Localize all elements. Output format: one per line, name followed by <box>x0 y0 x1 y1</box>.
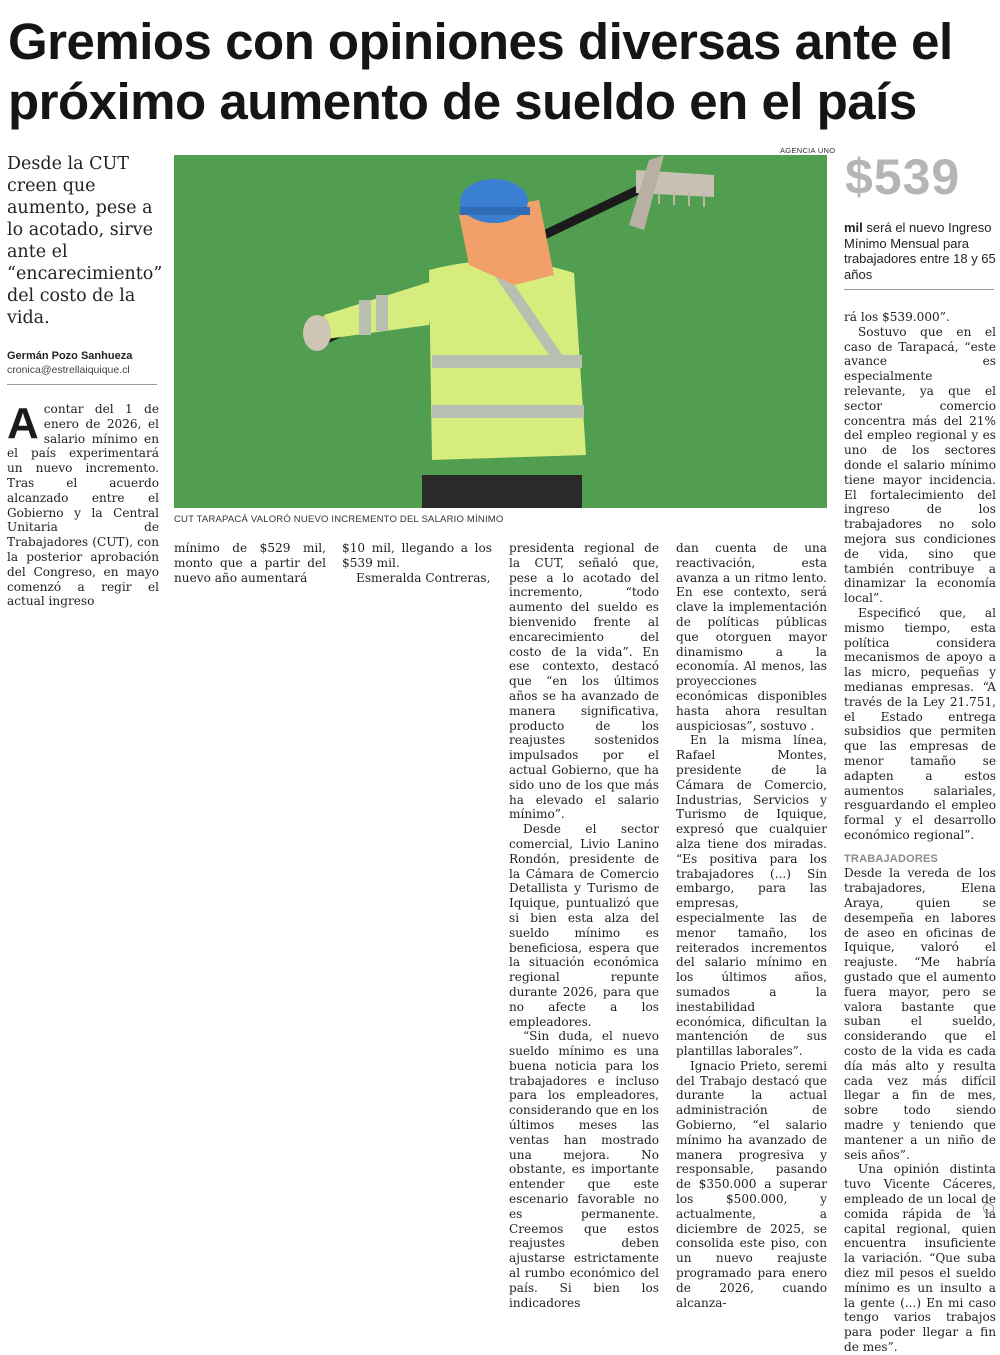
body-column-5 <box>676 541 827 1310</box>
body-column-3 <box>342 541 492 585</box>
body-paragraph: Esmeralda Contreras, <box>356 570 491 585</box>
photo-worker <box>174 155 827 508</box>
body-column-2 <box>174 541 326 585</box>
body-paragraph: Una opinión distinta tuvo Vicente Cáceres, empleado de un local de comida rápida de la capital regional, quien encuentra insuficiente la variación. “Que suba diez mil pesos el sueldo mínimo es un insulto a la gente (...) En mi caso tengo varios trabajos para poder llegar a fin de mes”. <box>844 1162 996 1354</box>
stat-text: será el nuevo Ingreso Mínimo Mensual para trabajadores entre 18 y 65 años <box>844 220 996 282</box>
headline: Gremios con opiniones diversas ante el próximo aumento de sueldo en el país <box>8 13 953 130</box>
body-paragraph: Sostuvo que en el caso de Tarapacá, “este avance es especialmente relevante, ya que el sector comercio concentra más del 21% del empleo regional y es uno de los sectores donde el salario mínimo tiene mayor incidencia. El fortalecimiento del ingreso de los trabajadores no solo mejora sus condiciones de vida, sino que también contribuye a dinamizar la economía local”. <box>844 324 996 606</box>
stat-value: $539 <box>845 149 961 205</box>
body-paragraph: Especificó que, al mismo tiempo, esta política considera mecanismos de apoyo a las micro, pequeñas y medianas empresas. “A través de la Ley 21.751, el Estado entrega subsidios que permiten que las empresas de menor tamaño se adapten a estos aumentos salariales, resguardando el empleo formal y el desarrollo económico regional”. <box>844 605 996 842</box>
stat-description <box>844 220 996 282</box>
body-paragraph: Ignacio Prieto, seremi del Trabajo destacó que durante la actual administración de Gobierno, “el salario mínimo ha avanzado de manera progresiva y responsable, pasando de $350.000 a superar los $500.000, y actualmente, a diciembre de 2025, se consolida este piso, con un nuevo reajuste programado para enero de 2026, cuando alcanza- <box>676 1058 827 1310</box>
photo-caption: CUT TARAPACÁ VALORÓ NUEVO INCREMENTO DEL SALARIO MÍNIMO <box>174 514 504 525</box>
body-paragraph: $10 mil, llegando a los $539 mil. <box>342 541 492 570</box>
body-paragraph: Desde la vereda de los trabajadores, Elena Araya, quien se desempeña en labores de aseo en oficinas de Iquique, valoró el reajuste. “Me habría gustado que el aumento fuera mayor, pero se valora bastante que suban el sueldo, considerando que el costo de la vida es cada día más alto y resulta cada vez más difícil llegar a fin de mes, sobre todo siendo madre y teniendo que mantener a un niño de seis años”. <box>844 866 996 1162</box>
stat-divider <box>844 289 994 290</box>
body-paragraph: rá los $539.000”. <box>844 310 950 324</box>
dropcap: A <box>7 399 39 448</box>
worker-illustration <box>174 155 827 508</box>
body-paragraph: mínimo de $529 mil, monto que a partir del nuevo año aumentará <box>174 541 326 585</box>
body-paragraph: dan cuenta de una reactivación, esta avanza a un ritmo lento. En ese contexto, será clave la implementación de políticas públicas que otorguen mayor dinamismo a la economía. Al menos, las proyecciones económicas disponibles hasta ahora resultan auspiciosas”, sostuvo . <box>676 541 827 733</box>
end-mark-icon <box>983 1203 994 1214</box>
deck: Desde la CUT creen que aumento, pese a lo acotado, sirve ante el “encarecimiento” del costo de la vida. <box>7 154 163 328</box>
byline-email[interactable]: cronica@estrellaiquique.cl <box>7 364 130 376</box>
body-paragraph: contar del 1 de enero de 2026, el salario mínimo en el país experimentará un nuevo incremento. Tras el acuerdo alcanzado entre el Gobierno y la Central Unitaria de Trabajadores (CUT), con la posterior aprobación del Congreso, en mayo comenzó a regir el actual ingreso <box>7 402 159 609</box>
body-column-6 <box>844 310 996 1355</box>
section-subhead: TRABAJADORES <box>844 852 939 865</box>
body-column-4 <box>509 541 659 1310</box>
body-paragraph: presidenta regional de la CUT, señaló que, pese a lo acotado del incremento, “todo aumento del sueldo es bienvenido frente al encarecimiento del costo de la vida”. En ese contexto, destacó que “en los últimos años se ha avanzado de manera significativa, producto de los reajustes sostenidos impulsados por el actual Gobierno, que ha sido uno de los que más ha elevado el salario mínimo”. <box>509 541 659 822</box>
stat-unit: mil <box>844 220 863 235</box>
byline-divider <box>7 384 157 385</box>
body-paragraph: Desde el sector comercial, Livio Lanino Rondón, presidente de la Cámara de Comercio Detallista y Turismo de Iquique, puntualizó que si bien esta alza del sueldo mínimo es beneficiosa, espera que la situación económica regional repunte durante 2026, para que no afecte a los empleadores. <box>509 822 659 1029</box>
byline-author: Germán Pozo Sanhueza <box>7 350 133 362</box>
body-paragraph: “Sin duda, el nuevo sueldo mínimo es una buena noticia para los trabajadores e incluso para los empleadores, considerando que en los últimos meses las ventas han mostrado una mejora. No obstante, es importante entender que este escenario favorable no es permanente. Creemos que estos reajustes deben ajustarse estrictamente al rumbo económico del país. Si bien los indicadores <box>509 1029 659 1310</box>
body-column-1 <box>7 399 159 609</box>
photo-credit: AGENCIA UNO <box>780 146 836 155</box>
body-paragraph: En la misma línea, Rafael Montes, presidente de la Cámara de Comercio, Industrias, Servicios y Turismo de Iquique, expresó que cualquier alza tiene dos miradas. “Es positiva para los trabajadores (...) Sin embargo, para las empresas, especialmente las de menor tamaño, los reiterados incrementos del salario mínimo en los últimos años, sumados a la inestabilidad económica, dificultan la mantención de sus plantillas laborales”. <box>676 733 827 1059</box>
